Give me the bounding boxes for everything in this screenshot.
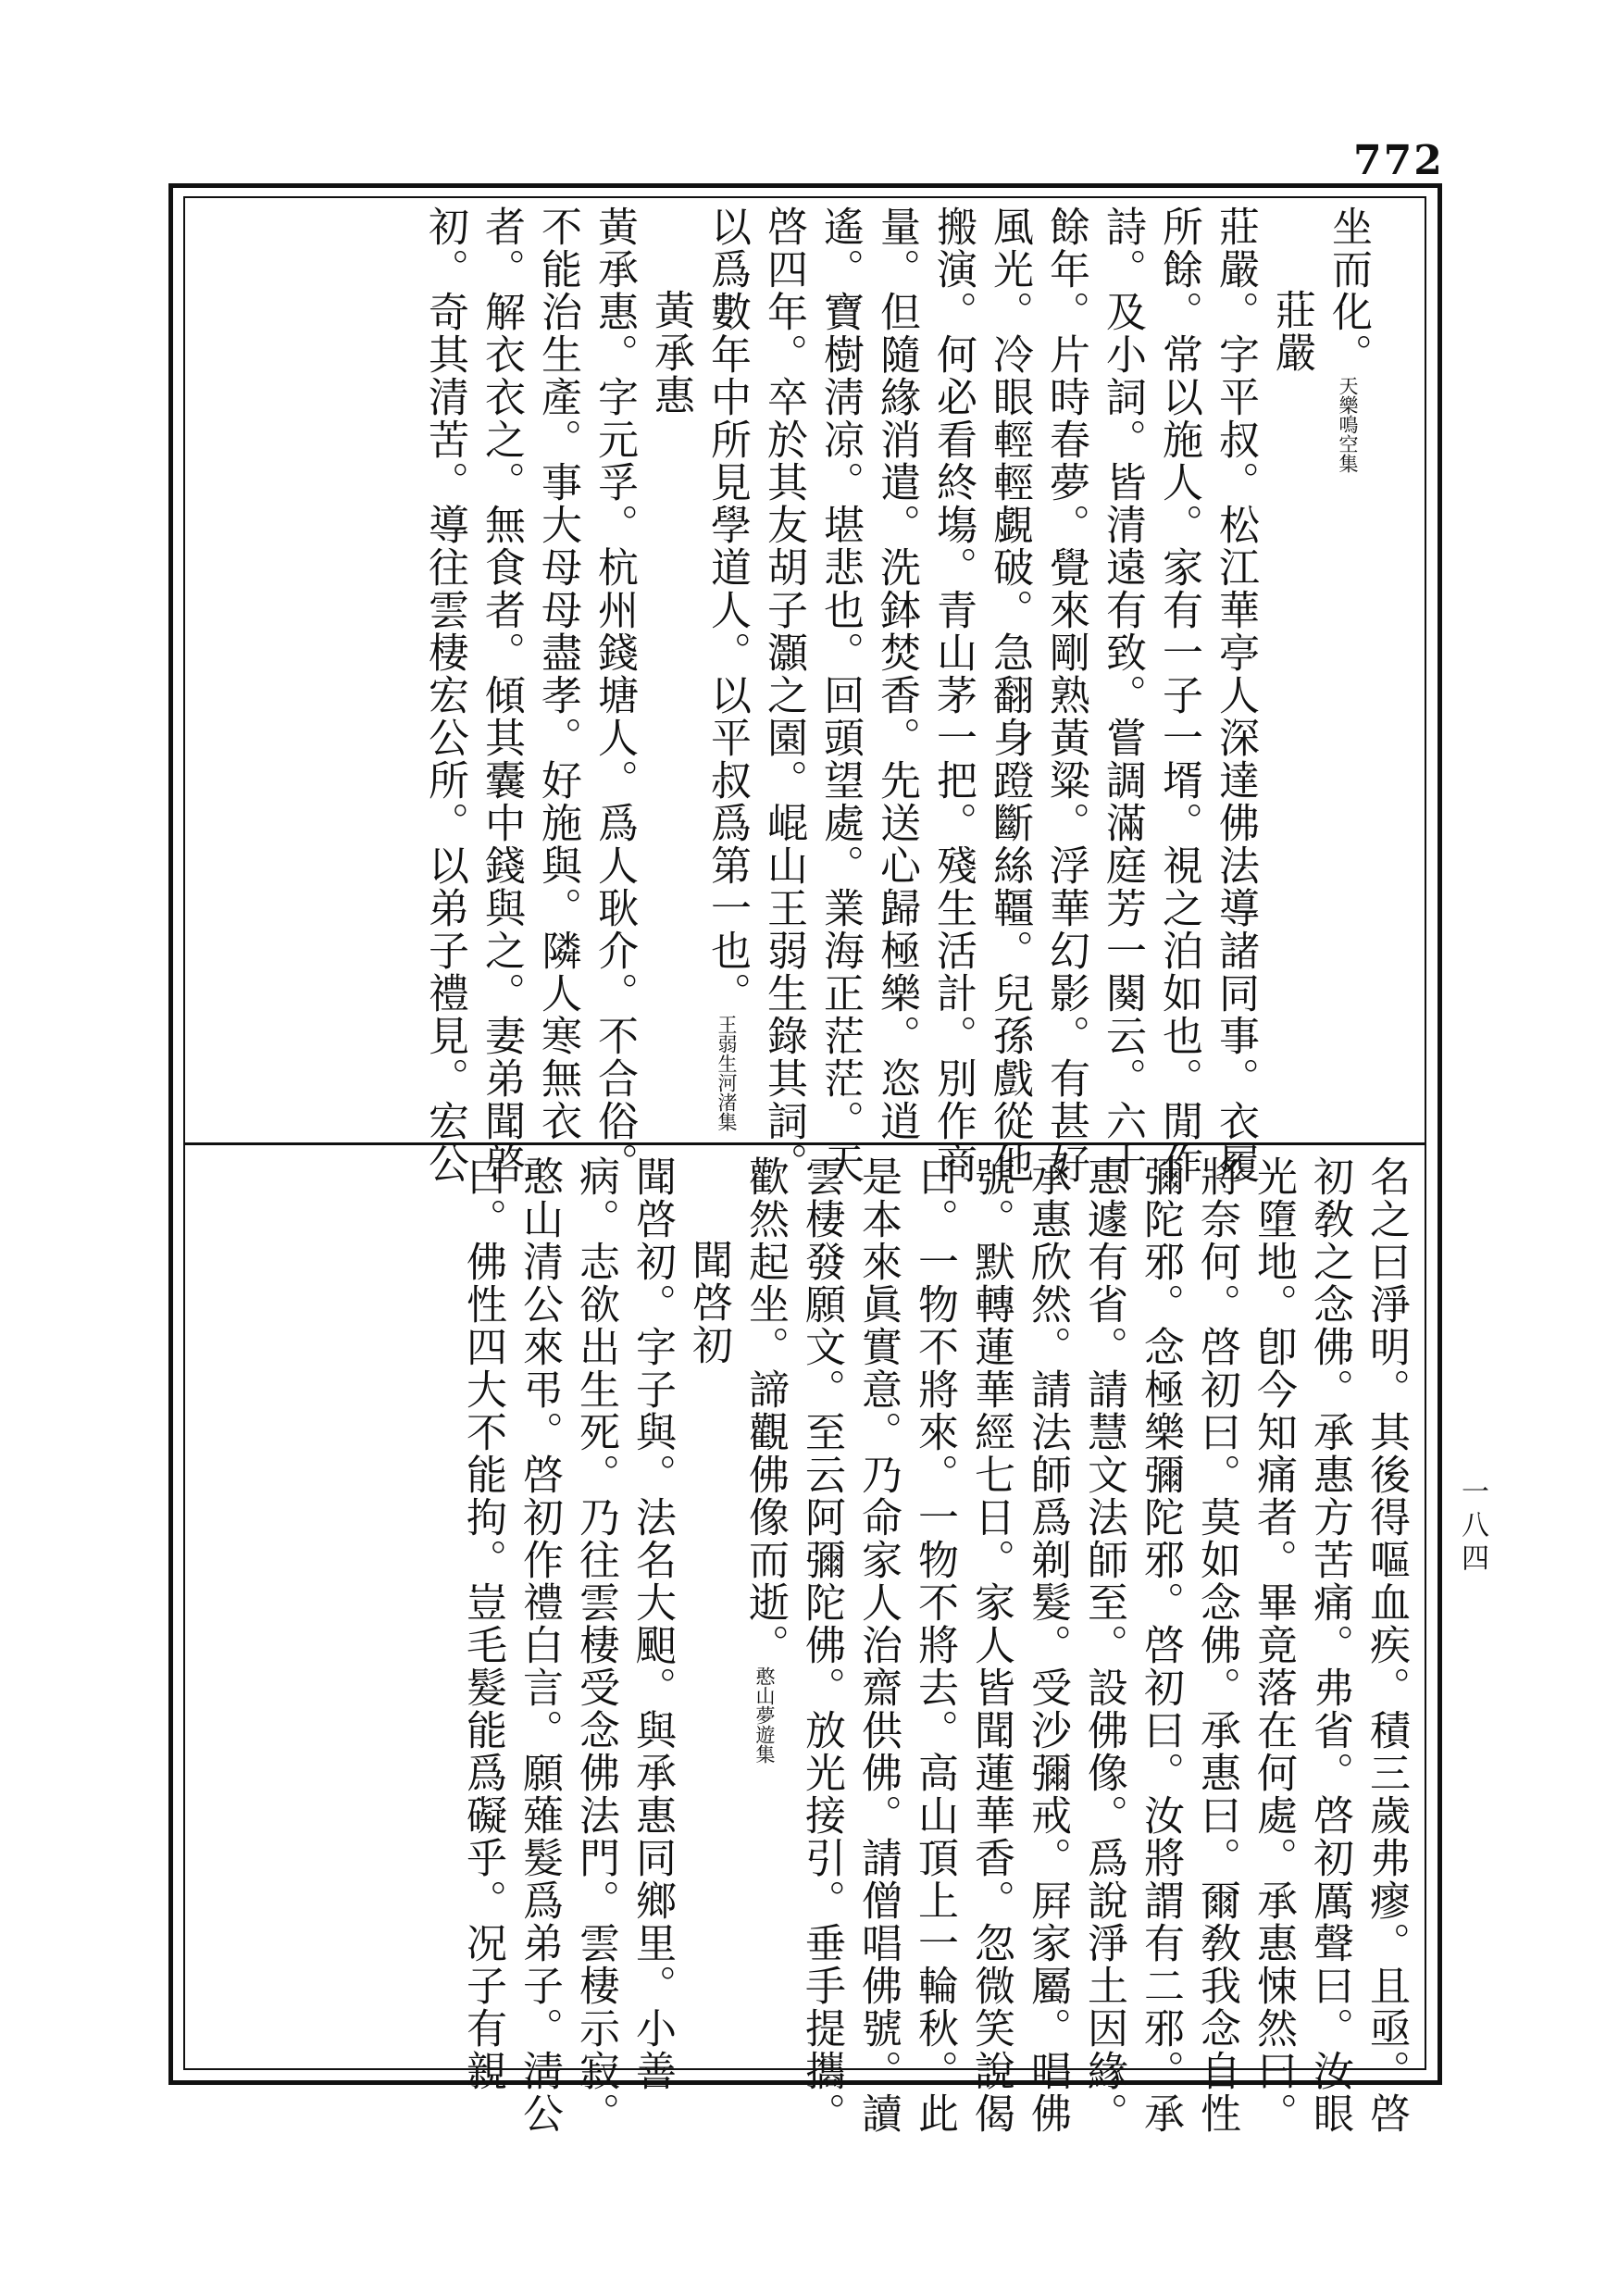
text-column <box>1211 206 1259 1185</box>
text-column <box>533 206 581 1142</box>
text-column <box>1136 1155 1184 2135</box>
section-heading <box>684 1155 732 2063</box>
column-text: 號。默轉蓮華經七日。家人皆聞蓮華香。忽微笑說偈 <box>967 1155 1014 2135</box>
column-text: 將奈何。啓初曰。莫如念佛。承惠曰。爾敎我念自性 <box>1193 1155 1240 2135</box>
text-column <box>1079 1155 1127 2135</box>
source-annotation: 王弱生河渚集 <box>716 1015 738 1131</box>
column-text: 彌陀邪。念極樂彌陀邪。啓初曰。汝將謂有二邪。承 <box>1137 1155 1184 2135</box>
column-text: 聞啓初。字子與。法名大䫻。與承惠同鄉里。小善 <box>629 1155 676 2092</box>
column-text: 承惠欣然。請法師爲剃髮。受沙彌戒。屛家屬。唱佛 <box>1024 1155 1071 2135</box>
column-text: 風光。冷眼輕輕覷破。急翻身蹬斷絲韁。兒孫戲從他 <box>986 206 1033 1185</box>
column-text: 曰。一物不將來。一物不將去。高山頂上一輪秋。此 <box>911 1155 958 2135</box>
text-column <box>853 1155 902 2135</box>
text-column <box>741 1155 789 2063</box>
text-column <box>1154 206 1202 1185</box>
text-column <box>515 1155 563 2135</box>
lower-register-text <box>450 1155 1410 2135</box>
source-annotation: 憨山夢遊集 <box>753 1666 776 1764</box>
column-text: 者。解衣衣之。無食者。傾其囊中錢與之。妻弟聞啓 <box>478 206 525 1185</box>
column-text: 餘年。片時春夢。覺來剛熟黃粱。浮華幻影。有甚好 <box>1042 206 1089 1185</box>
text-column <box>1192 1155 1240 2135</box>
text-column <box>872 206 920 1142</box>
text-column <box>571 1155 619 2135</box>
text-column <box>703 206 751 1131</box>
column-text: 所餘。常以施人。家有一子一壻。視之泊如也。閒作 <box>1155 206 1202 1185</box>
section-heading <box>1267 206 1315 1131</box>
column-text: 遙。寶樹淸凉。堪悲也。回頭望處。業海正茫茫。天 <box>816 206 864 1185</box>
text-column <box>815 206 864 1185</box>
text-column <box>910 1155 958 2135</box>
text-column <box>797 1155 845 2135</box>
column-text: 憨山清公來弔。啓初作禮白言。願薙髮爲弟子。淸公 <box>516 1155 563 2135</box>
column-text: 啓四年。卒於其友胡子灝之園。崐山王弱生錄其詞。 <box>760 206 807 1185</box>
text-column <box>458 1155 506 2092</box>
column-text: 不能治生產。事大母母盡孝。好施與。隣人寒無衣 <box>534 206 581 1142</box>
column-text: 是本來眞實意。乃命家人治齋供佛。請僧唱佛號。讀 <box>854 1155 902 2135</box>
column-text: 搬演。何必看終塲。青山茅一把。殘生活計。別作商 <box>929 206 977 1185</box>
text-column <box>759 206 807 1185</box>
text-column <box>477 206 525 1185</box>
text-column <box>1305 1155 1353 2135</box>
heading-text: 黃承惠 <box>647 289 694 417</box>
column-text: 歡然起坐。諦觀佛像而逝。 <box>741 1155 789 1666</box>
column-text: 曰。佛性四大不能拘。豈毛髮能爲礙乎。况子有親 <box>459 1155 506 2092</box>
column-text: 量。但隨緣消遣。洗鉢焚香。先送心歸極樂。恣逍 <box>873 206 920 1142</box>
text-column <box>1324 206 1372 1131</box>
folio-number: 一八四 <box>1456 1477 1488 1577</box>
heading-text: 聞啓初 <box>685 1239 732 1366</box>
text-column <box>628 1155 676 2092</box>
column-text: 雲棲發願文。至云阿彌陀佛。放光接引。垂手提攜。 <box>798 1155 845 2135</box>
column-text: 坐而化。 <box>1325 206 1372 376</box>
text-column <box>1249 1155 1297 2135</box>
column-text: 黃承惠。字元孚。杭州錢塘人。爲人耿介。不合俗。 <box>591 206 638 1185</box>
text-column <box>966 1155 1014 2135</box>
column-text: 光墮地。卽今知痛者。畢竟落在何處。承惠悚然曰。 <box>1250 1155 1297 2135</box>
text-column <box>928 206 977 1185</box>
text-column <box>1041 206 1089 1185</box>
section-heading <box>646 206 694 1131</box>
column-text: 病。志欲出生死。乃往雲棲受念佛法門。雲棲示寂。 <box>572 1155 619 2135</box>
text-column <box>1023 1155 1071 2135</box>
upper-register-text <box>412 206 1372 1185</box>
column-text: 惠遽有省。請慧文法師至。設佛像。爲說淨土因緣。 <box>1080 1155 1127 2135</box>
column-text: 詩。及小詞。皆清遠有致。嘗調滿庭芳一闋云。六十 <box>1099 206 1146 1185</box>
column-text: 初敎之念佛。承惠方苦痛。弗省。啓初厲聲曰。汝眼 <box>1306 1155 1353 2135</box>
column-text: 名之曰淨明。其後得嘔血疾。積三歲弗瘳。且亟。啓 <box>1363 1155 1410 2135</box>
page-number: 772 <box>1353 137 1444 184</box>
source-annotation: 天樂鳴空集 <box>1337 376 1359 473</box>
text-column <box>590 206 638 1185</box>
heading-text: 莊嚴 <box>1268 289 1315 374</box>
text-column <box>420 206 468 1185</box>
column-text: 初。奇其清苦。導往雲棲宏公所。以弟子禮見。宏公 <box>421 206 468 1185</box>
text-column <box>985 206 1033 1185</box>
column-text: 以爲數年中所見學道人。以平叔爲第一也。 <box>703 206 751 1015</box>
text-column <box>1098 206 1146 1185</box>
column-text: 莊嚴。字平叔。松江華亭人深達佛法導諸同事。衣履 <box>1212 206 1259 1185</box>
text-column <box>1362 1155 1410 2135</box>
